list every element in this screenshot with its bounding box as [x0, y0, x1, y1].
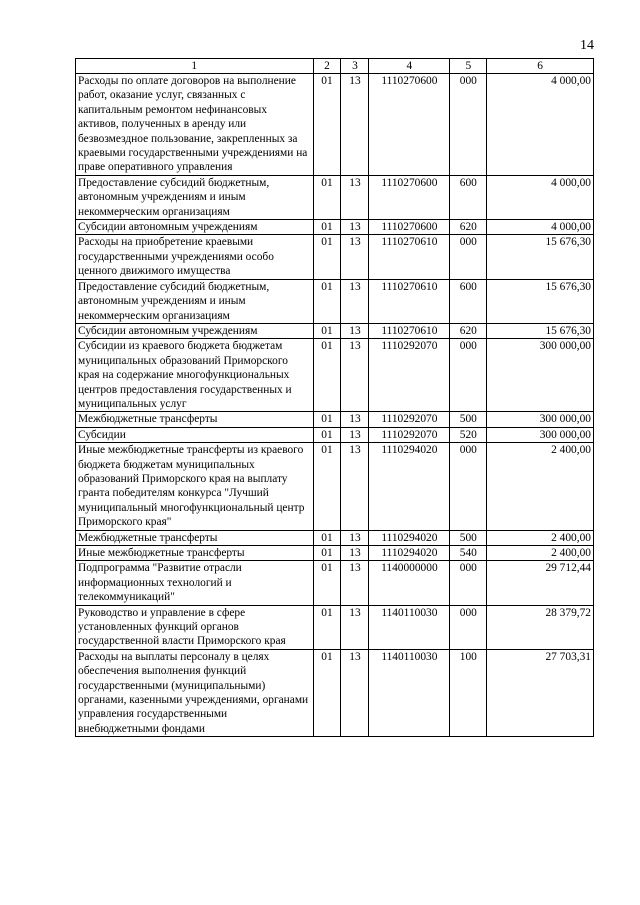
expense-type-cell: 600: [450, 279, 487, 323]
table-row: [76, 74, 594, 176]
column-header: 4: [369, 59, 450, 74]
table-header-row: [76, 59, 594, 74]
expense-type-cell: 000: [450, 605, 487, 649]
subsection-code-cell: 13: [341, 427, 369, 442]
expense-name-cell: Подпрограмма "Развитие отрасли информационных технологий и телекоммуникаций": [76, 561, 314, 605]
expense-type-cell: 000: [450, 235, 487, 279]
target-article-cell: 1110270600: [369, 74, 450, 176]
table-row: [76, 220, 594, 235]
target-article-cell: 1110270610: [369, 279, 450, 323]
target-article-cell: 1110292070: [369, 427, 450, 442]
expense-name-cell: Межбюджетные трансферты: [76, 412, 314, 427]
amount-cell: 4 000,00: [487, 74, 594, 176]
section-code-cell: 01: [313, 605, 341, 649]
section-code-cell: 01: [313, 235, 341, 279]
expense-name-cell: Предоставление субсидий бюджетным, автономным учреждениям и иным некоммерческим организациям: [76, 175, 314, 219]
subsection-code-cell: 13: [341, 339, 369, 412]
expense-name-cell: Руководство и управление в сфере установленных функций органов государственной власти Приморского края: [76, 605, 314, 649]
expense-name-cell: Субсидии: [76, 427, 314, 442]
table-row: [76, 412, 594, 427]
amount-cell: 300 000,00: [487, 427, 594, 442]
table-row: [76, 175, 594, 219]
subsection-code-cell: 13: [341, 235, 369, 279]
column-header: 6: [487, 59, 594, 74]
section-code-cell: 01: [313, 530, 341, 545]
budget-table: [75, 58, 594, 737]
table-row: [76, 546, 594, 561]
target-article-cell: 1110294020: [369, 530, 450, 545]
table-row: [76, 530, 594, 545]
table-row: [76, 427, 594, 442]
amount-cell: 15 676,30: [487, 235, 594, 279]
table-row: [76, 605, 594, 649]
subsection-code-cell: 13: [341, 443, 369, 530]
subsection-code-cell: 13: [341, 412, 369, 427]
amount-cell: 2 400,00: [487, 546, 594, 561]
expense-type-cell: 620: [450, 220, 487, 235]
column-header: 2: [313, 59, 341, 74]
amount-cell: 29 712,44: [487, 561, 594, 605]
table-row: [76, 443, 594, 530]
column-header: 5: [450, 59, 487, 74]
expense-type-cell: 540: [450, 546, 487, 561]
table-row: [76, 561, 594, 605]
expense-name-cell: Субсидии из краевого бюджета бюджетам муниципальных образований Приморского края на содержание многофункциональных центров предоставления государственных и муниципальных услуг: [76, 339, 314, 412]
table-row: [76, 279, 594, 323]
expense-name-cell: Субсидии автономным учреждениям: [76, 220, 314, 235]
expense-name-cell: Иные межбюджетные трансферты: [76, 546, 314, 561]
table-row: [76, 339, 594, 412]
section-code-cell: 01: [313, 279, 341, 323]
expense-type-cell: 620: [450, 323, 487, 338]
page-number: 14: [580, 38, 594, 53]
expense-type-cell: 520: [450, 427, 487, 442]
expense-type-cell: 600: [450, 175, 487, 219]
subsection-code-cell: 13: [341, 561, 369, 605]
expense-name-cell: Субсидии автономным учреждениям: [76, 323, 314, 338]
amount-cell: 27 703,31: [487, 649, 594, 736]
subsection-code-cell: 13: [341, 175, 369, 219]
target-article-cell: 1110292070: [369, 339, 450, 412]
amount-cell: 15 676,30: [487, 279, 594, 323]
expense-name-cell: Расходы на выплаты персоналу в целях обеспечения выполнения функций государственными (муниципальными) органами, казенными учреждениями, органами управления государственными внебюджетными фондами: [76, 649, 314, 736]
section-code-cell: 01: [313, 220, 341, 235]
subsection-code-cell: 13: [341, 605, 369, 649]
column-header: 1: [76, 59, 314, 74]
subsection-code-cell: 13: [341, 220, 369, 235]
section-code-cell: 01: [313, 412, 341, 427]
amount-cell: 15 676,30: [487, 323, 594, 338]
subsection-code-cell: 13: [341, 323, 369, 338]
section-code-cell: 01: [313, 649, 341, 736]
expense-name-cell: Межбюджетные трансферты: [76, 530, 314, 545]
amount-cell: 2 400,00: [487, 530, 594, 545]
expense-type-cell: 000: [450, 74, 487, 176]
amount-cell: 300 000,00: [487, 339, 594, 412]
subsection-code-cell: 13: [341, 546, 369, 561]
subsection-code-cell: 13: [341, 74, 369, 176]
section-code-cell: 01: [313, 74, 341, 176]
section-code-cell: 01: [313, 546, 341, 561]
subsection-code-cell: 13: [341, 279, 369, 323]
expense-type-cell: 100: [450, 649, 487, 736]
target-article-cell: 1110270610: [369, 235, 450, 279]
expense-type-cell: 000: [450, 443, 487, 530]
expense-name-cell: Расходы по оплате договоров на выполнение работ, оказание услуг, связанных с капитальным ремонтом нефинансовых активов, полученных в аренду или безвозмездное пользование, закрепленных за краевыми государственными учреждениями на праве оперативного управления: [76, 74, 314, 176]
target-article-cell: 1140110030: [369, 649, 450, 736]
section-code-cell: 01: [313, 443, 341, 530]
section-code-cell: 01: [313, 339, 341, 412]
target-article-cell: 1110294020: [369, 546, 450, 561]
target-article-cell: 1110270600: [369, 175, 450, 219]
target-article-cell: 1110292070: [369, 412, 450, 427]
expense-type-cell: 000: [450, 339, 487, 412]
expense-type-cell: 500: [450, 412, 487, 427]
target-article-cell: 1140110030: [369, 605, 450, 649]
table-row: [76, 323, 594, 338]
expense-type-cell: 000: [450, 561, 487, 605]
section-code-cell: 01: [313, 427, 341, 442]
expense-name-cell: Иные межбюджетные трансферты из краевого бюджета бюджетам муниципальных образований Приморского края на выплату гранта победителям конкурса "Лучший муниципальный многофункциональный центр Приморского края": [76, 443, 314, 530]
amount-cell: 2 400,00: [487, 443, 594, 530]
column-header: 3: [341, 59, 369, 74]
target-article-cell: 1110294020: [369, 443, 450, 530]
table-row: [76, 649, 594, 736]
subsection-code-cell: 13: [341, 530, 369, 545]
amount-cell: 28 379,72: [487, 605, 594, 649]
section-code-cell: 01: [313, 323, 341, 338]
target-article-cell: 1110270600: [369, 220, 450, 235]
section-code-cell: 01: [313, 175, 341, 219]
target-article-cell: 1140000000: [369, 561, 450, 605]
expense-name-cell: Расходы на приобретение краевыми государственными учреждениями особо ценного движимого имущества: [76, 235, 314, 279]
target-article-cell: 1110270610: [369, 323, 450, 338]
amount-cell: 4 000,00: [487, 175, 594, 219]
section-code-cell: 01: [313, 561, 341, 605]
expense-name-cell: Предоставление субсидий бюджетным, автономным учреждениям и иным некоммерческим организациям: [76, 279, 314, 323]
table-row: [76, 235, 594, 279]
amount-cell: 4 000,00: [487, 220, 594, 235]
amount-cell: 300 000,00: [487, 412, 594, 427]
expense-type-cell: 500: [450, 530, 487, 545]
subsection-code-cell: 13: [341, 649, 369, 736]
